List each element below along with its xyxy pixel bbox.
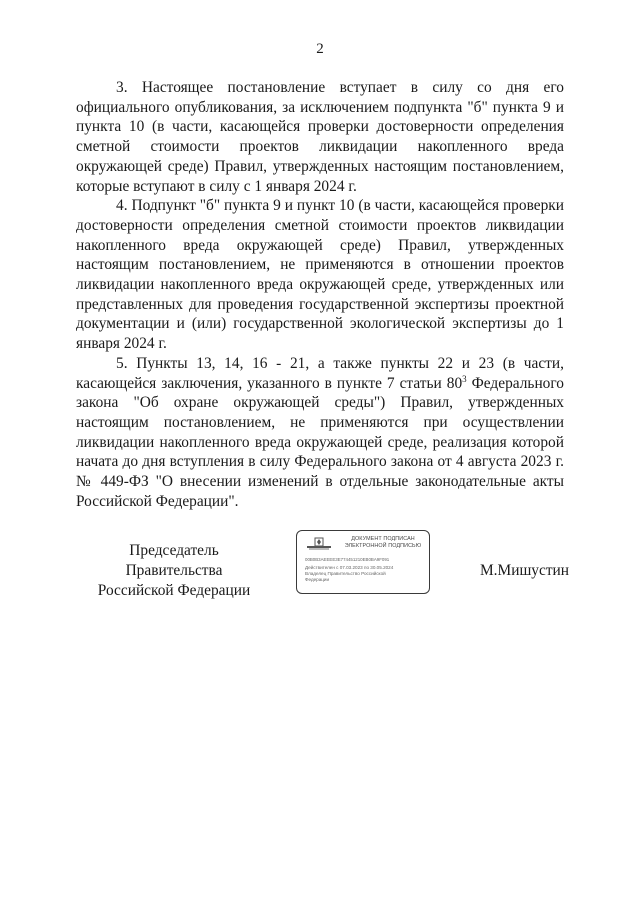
- paragraph-5-end: Федерального закона "Об охране окружающей среды") Правил, утвержденных настоящим постановлением, не применяются при осуществлении ликвидации накопленного вреда окружающей среде, реализация которой начата до дня вступления в силу Федерального закона от 4 августа 2023 г. № 449-ФЗ "О внесении изменений в отдельные законодательные акты Российской Федерации".: [76, 374, 564, 510]
- page-number: 2: [316, 41, 324, 57]
- paragraph-3: 3. Настоящее постановление вступает в силу со дня его официального опубликования, за исключением подпункта "б" пункта 9 и пункта 10 (в части, касающейся проверки достоверности определения сметной стоимости проектов ликвидации накопленного вреда окружающей среде) Правил, утвержденных настоящим постановлением, которые вступают в силу с 1 января 2024 г.: [76, 79, 564, 195]
- paragraph-5: [76, 354, 564, 512]
- stamp-title: [339, 536, 427, 550]
- paragraph-5-start: 5. Пункты 13, 14, 16 - 21, а также пункты 22 и 23 (в части, касающейся заключения, указанного в пункте 7 статьи 80: [76, 354, 564, 392]
- signatory-title-line1: Председатель Правительства: [125, 542, 223, 579]
- stamp-owner-line2: Федерации: [305, 577, 330, 582]
- stamp-owner: [305, 571, 427, 583]
- stamp-validity: Действителен с 07.03.2023 по 30.05.2024: [305, 565, 394, 570]
- paragraph-4: 4. Подпункт "б" пункта 9 и пункт 10 (в части, касающейся проверки достоверности определения сметной стоимости проектов ликвидации накопленного вреда окружающей среде) Правил, утвержденных настоящим постановлением, не применяются в отношении проектов ликвидации накопленного вреда окружающей среде, утвержденных или представленных для проведения государственной экспертизы проектной документации и (или) государственной экологической экспертизы до 1 января 2024 г.: [76, 197, 564, 353]
- signatory-title: [79, 541, 269, 601]
- document-body: [76, 78, 564, 511]
- electronic-signature-stamp: [296, 530, 430, 594]
- stamp-title-line2: ЭЛЕКТРОННОЙ ПОДПИСЬЮ: [344, 543, 422, 549]
- signatory-title-line2: Российской Федерации: [97, 582, 251, 599]
- stamp-certificate-number: 00B0B3AEEEE3E774451210EB0BA9F091: [305, 557, 390, 562]
- stamp-owner-line1: Владелец Правительство Российской: [305, 571, 386, 576]
- coat-of-arms-icon: [305, 536, 333, 551]
- signatory-name: М.Мишустин: [480, 562, 570, 579]
- article-superscript: 3: [462, 373, 467, 384]
- stamp-title-line1: ДОКУМЕНТ ПОДПИСАН: [351, 536, 415, 542]
